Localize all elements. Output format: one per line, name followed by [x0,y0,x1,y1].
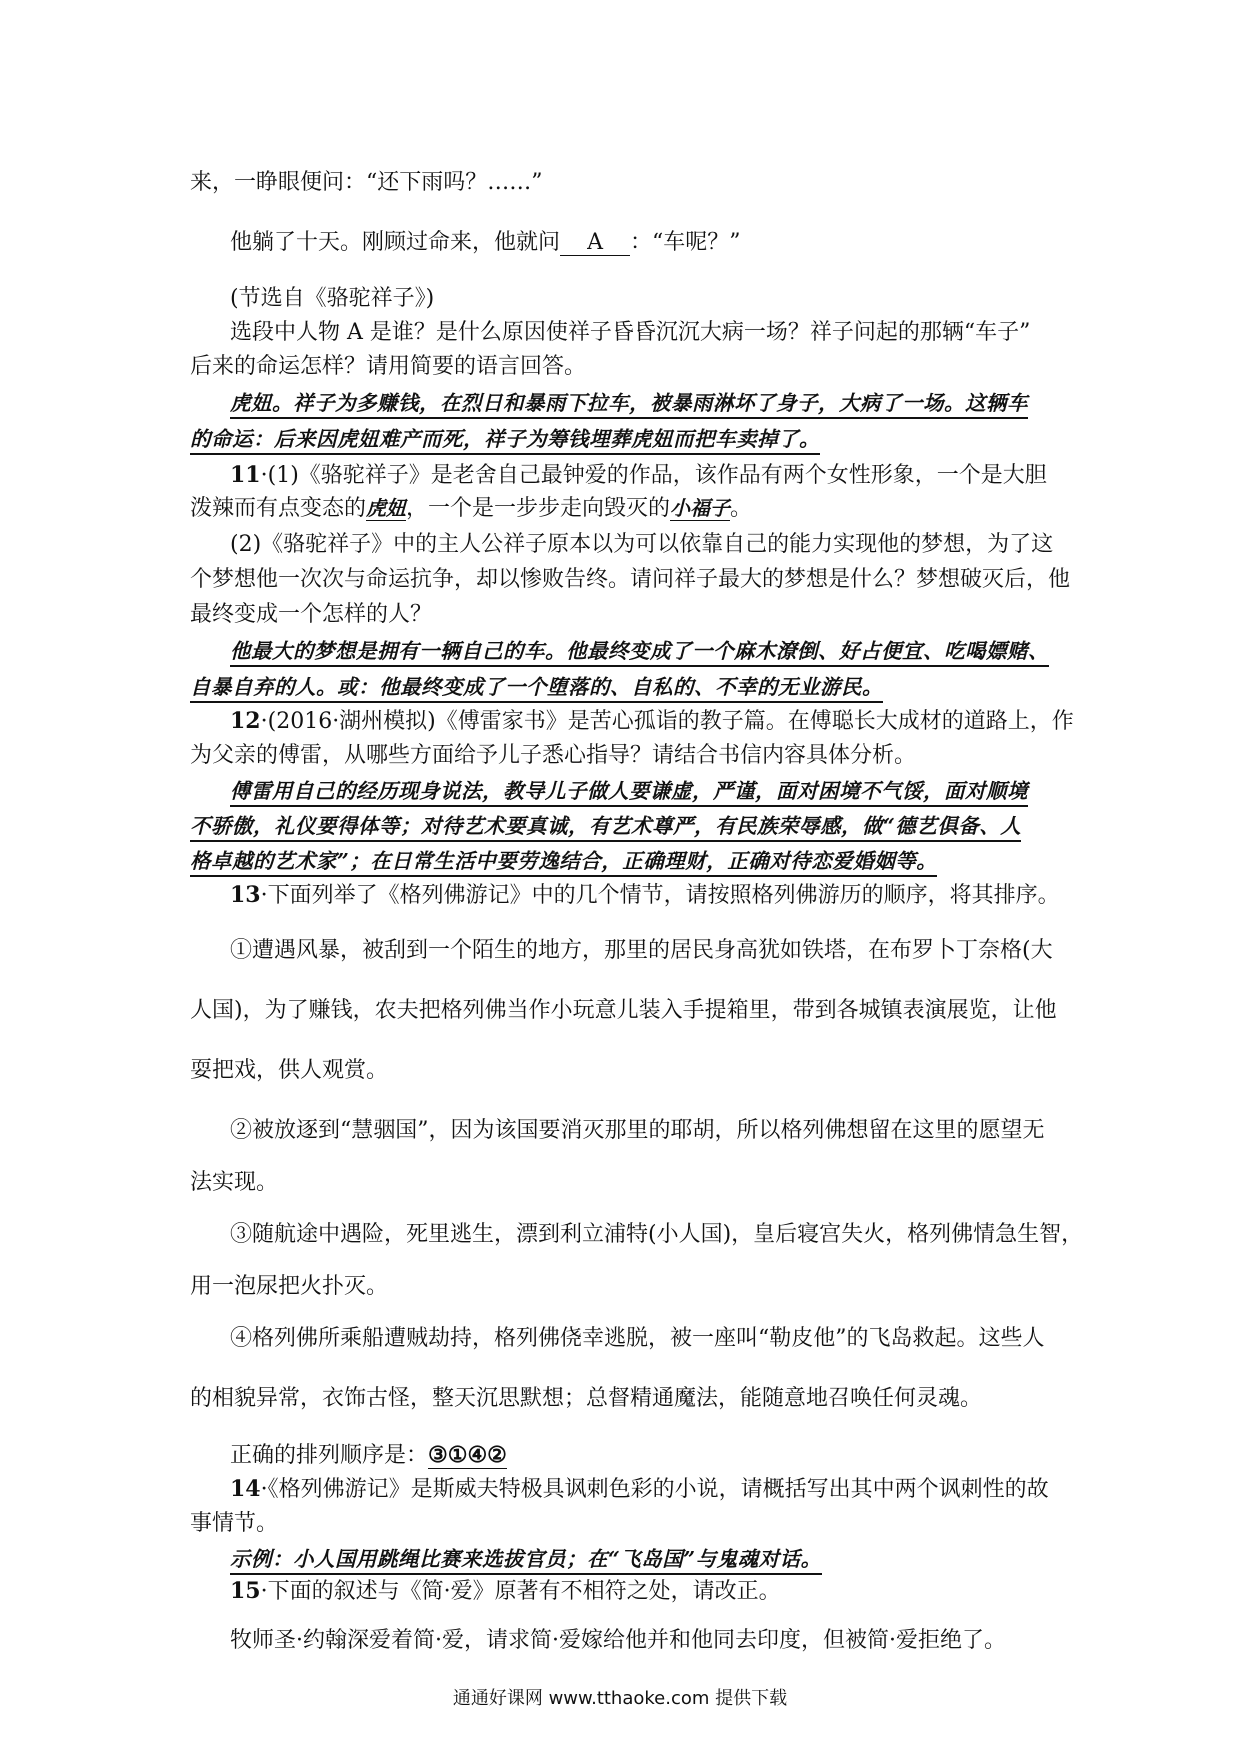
answer-line [230,636,1049,666]
plot-item-4 [190,1384,982,1414]
plot-item-2 [190,1168,278,1198]
plot-item-1 [190,996,1057,1026]
question-line: 选段中人物 A 是谁？是什么原因使祥子昏昏沉沉大病一场？祥子问起的那辆“车子” [230,320,1031,345]
question-text [190,600,432,630]
answer-text: 不骄傲，礼仪要得体等；对待艺术要真诚，有艺术尊严，有民族荣辱感，做“德艺俱备、人 [190,814,1021,842]
question-11-line [190,494,752,524]
passage-text: 来，一睁眼便问：“还下雨吗？……” [190,170,543,195]
source-text: (节选自《骆驼祥子》) [230,286,435,311]
plot-item-1 [190,1056,388,1086]
question-text [230,318,1030,348]
question-line: 。 [730,496,753,521]
answer-line [190,672,883,702]
question-line: ·(1)《骆驼祥子》是老舍自己最钟爱的作品，该作品有两个女性形象，一个是大胆 [260,463,1047,488]
plot-text: 人国)，为了赚钱，农夫把格列佛当作小玩意儿装入手提箱里，带到各城镇表演展览，让他 [190,998,1057,1023]
plot-text: 法实现。 [190,1170,279,1195]
question-12 [230,706,1074,737]
question-number: 15 [230,1578,261,1604]
answer-line [190,424,820,454]
plot-item-4 [230,1324,1045,1354]
question-13 [230,880,1060,911]
question-line: ·《格列佛游记》是斯威夫特极具讽刺色彩的小说，请概括写出其中两个讽刺性的故 [260,1477,1049,1502]
question-text [190,741,916,771]
plot-text: 的相貌异常，衣饰古怪，整天沉思默想；总督精通魔法，能随意地召唤任何灵魂。 [190,1386,983,1411]
answer-line [230,776,1028,806]
answer-text: 傅雷用自己的经历现身说法，教导儿子做人要谦虚，严谨，面对困境不气馁，面对顺境 [230,779,1028,807]
fill-answer: 小福子 [670,496,731,520]
question-line: 牧师圣·约翰深爱着简·爱，请求简·爱嫁给他并和他同去印度，但被简·爱拒绝了。 [230,1628,1006,1653]
question-line: (2)《骆驼祥子》中的主人公祥子原本以为可以依靠自己的能力实现他的梦想，为了这 [230,532,1054,557]
plot-text: ④格列佛所乘船遭贼劫持，格列佛侥幸逃脱，被一座叫“勒皮他”的飞岛救起。这些人 [230,1326,1045,1351]
question-15 [230,1576,781,1607]
blank-answer: A [560,231,630,256]
question-number: 14 [230,1476,261,1502]
answer-text: 虎妞。祥子为多赚钱，在烈日和暴雨下拉车，被暴雨淋坏了身子，大病了一场。这辆车 [230,391,1028,419]
question-line: ，一个是一步步走向毁灭的 [406,496,671,521]
question-14 [230,1474,1049,1505]
question-line: ·下面列举了《格列佛游记》中的几个情节，请按照格列佛游历的顺序，将其排序。 [260,883,1060,908]
order-label: 正确的排列顺序是： [230,1443,429,1468]
answer-text: 示例：小人国用跳绳比赛来选拔官员；在“飞岛国”与鬼魂对话。 [230,1547,822,1575]
plot-text: 耍把戏，供人观赏。 [190,1058,389,1083]
text-line [190,168,543,198]
source-note [230,284,434,314]
order-value: ③①④② [428,1442,507,1468]
question-number: 13 [230,882,261,908]
question-line: ·下面的叙述与《简·爱》原著有不相符之处，请改正。 [260,1579,781,1604]
question-line: 泼辣而有点变态的 [190,496,367,521]
answer-text: 他最大的梦想是拥有一辆自己的车。他最终变成了一个麻木潦倒、好占便宜、吃喝嫖赌、 [230,639,1049,667]
answer-text: 的命运：后来因虎妞难产而死，祥子为筹钱埋葬虎妞而把车卖掉了。 [190,427,820,455]
question-text [230,530,1053,560]
question-text [190,1509,278,1539]
plot-item-3 [190,1272,388,1302]
question-number: 12 [230,708,261,734]
question-line: 事情节。 [190,1511,279,1536]
plot-item-3 [230,1220,1083,1250]
plot-text: ②被放逐到“慧骃国”，因为该国要消灭那里的耶胡，所以格列佛想留在这里的愿望无 [230,1118,1045,1143]
text-line [230,228,741,258]
answer-line [190,811,1021,841]
answer-line [190,846,937,876]
plot-item-2 [230,1116,1045,1146]
plot-item-1 [230,936,1053,966]
order-answer [230,1440,507,1471]
fill-answer: 虎妞 [366,496,407,520]
plot-text: 用一泡尿把火扑灭。 [190,1274,389,1299]
question-line: 后来的命运怎样？请用简要的语言回答。 [190,354,587,379]
answer-text: 格卓越的艺术家”；在日常生活中要劳逸结合，正确理财，正确对待恋爱婚姻等。 [190,849,937,877]
plot-text: ①遭遇风暴，被刮到一个陌生的地方，那里的居民身高犹如铁塔，在布罗卜丁奈格(大 [230,938,1053,963]
passage-text: ：“车呢？” [630,230,741,255]
question-number: 11 [230,462,261,488]
answer-text: 自暴自弃的人。或：他最终变成了一个堕落的、自私的、不幸的无业游民。 [190,675,883,703]
question-text [190,352,586,382]
page-footer: 通通好课网 www.tthaoke.com 提供下载 [452,1688,788,1709]
question-text [230,1626,1006,1656]
question-text [190,565,1070,595]
question-line: ·(2016·湖州模拟)《傅雷家书》是苦心孤诣的教子篇。在傅聪长大成材的道路上，作 [260,709,1074,734]
question-line: 最终变成一个怎样的人？ [190,602,433,627]
answer-line [230,1544,822,1574]
plot-text: ③随航途中遇险，死里逃生，漂到利立浦特(小人国)，皇后寝宫失火，格列佛情急生智， [230,1222,1084,1247]
passage-text: 他躺了十天。刚顾过命来，他就问 [230,230,561,255]
answer-line [230,388,1028,418]
question-11 [230,460,1047,491]
question-line: 个梦想他一次次与命运抗争，却以惨败告终。请问祥子最大的梦想是什么？梦想破灭后，他 [190,567,1071,592]
question-line: 为父亲的傅雷，从哪些方面给予儿子悉心指导？请结合书信内容具体分析。 [190,743,917,768]
